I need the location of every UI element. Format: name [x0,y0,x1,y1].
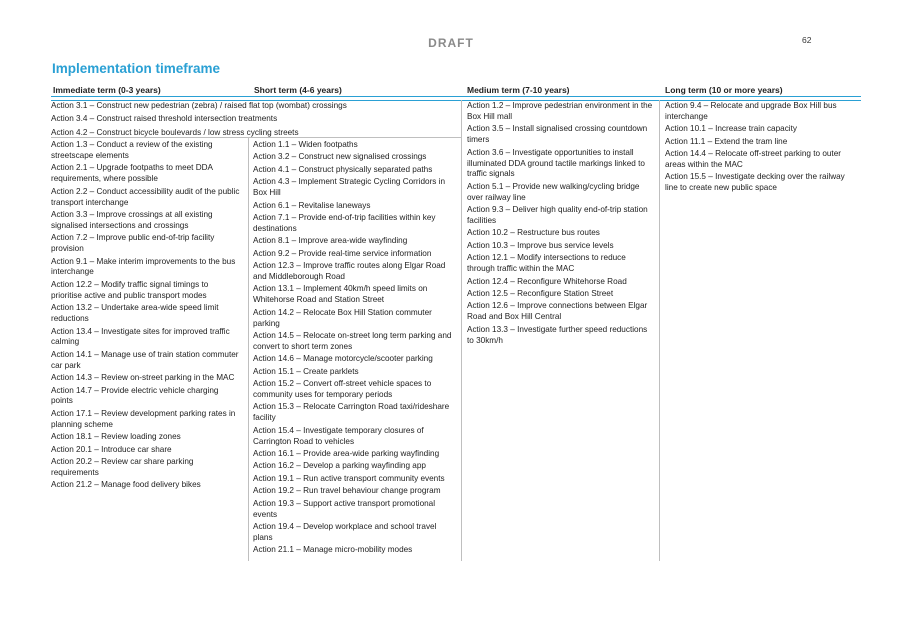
medium-actions [467,101,654,348]
list-item: Action 9.2 – Provide real-time service information [253,248,432,258]
list-item: Action 19.3 – Support active transport promotional events [253,498,436,519]
page-title: Implementation timeframe [52,61,221,76]
list-item: Action 15.4 – Investigate temporary closures of Carrington Road to vehicles [253,425,424,446]
list-item: Action 13.3 – Investigate further speed reductions to 30km/h [467,324,648,345]
list-item: Action 19.4 – Develop workplace and school travel plans [253,522,437,542]
list-item: Action 13.4 – Investigate sites for improved traffic calming [51,326,230,347]
list-item: Action 12.4 – Reconfigure Whitehorse Road [467,276,627,286]
header-top-rule [51,96,861,97]
list-item: Action 15.2 – Convert off-street vehicle spaces to community uses for temporary periods [253,379,432,400]
list-item: Action 3.6 – Investigate opportunities to install illuminated DDA ground tactile markings linked to traffic signals [467,147,645,179]
list-item: Action 4.3 – Implement Strategic Cycling Corridors in Box Hill [253,177,446,198]
timeframe-table [51,85,861,561]
list-item: Action 1.3 – Conduct a review of the existing streetscape elements [51,140,213,160]
divider-medium [461,100,462,561]
list-item: Action 3.5 – Install signalised crossing countdown timers [467,124,648,145]
col-header-short: Short term (4-6 years) [254,85,342,95]
list-item: Action 7.2 – Improve public end-of-trip facility provision [51,233,215,254]
divider-short [248,138,249,561]
list-item: Action 19.2 – Run travel behaviour change program [253,486,441,496]
list-item: Action 2.1 – Upgrade footpaths to meet DDA requirements, where possible [51,163,213,184]
list-item: Action 1.1 – Widen footpaths [253,140,358,149]
list-item: Action 3.3 – Improve crossings at all existing signalised intersections and crossings [51,209,213,230]
list-item: Action 6.1 – Revitalise laneways [253,200,371,210]
list-item: Action 2.2 – Conduct accessibility audit of the public transport interchange [51,186,240,207]
list-item: Action 20.2 – Review car share parking requirements [51,456,194,477]
col-header-immediate: Immediate term (0-3 years) [53,85,161,95]
list-item: Action 10.3 – Improve bus service levels [467,240,614,250]
short-actions [253,140,458,558]
list-item: Action 11.1 – Extend the tram line [665,136,788,146]
list-item: Action 4.2 – Construct bicycle boulevards / low stress cycling streets [51,127,299,137]
list-item: Action 3.4 – Construct raised threshold intersection treatments [51,114,278,124]
list-item: Action 14.7 – Provide electric vehicle charging points [51,385,219,406]
list-item: Action 3.1 – Construct new pedestrian (zebra) / raised flat top (wombat) crossings [51,101,347,110]
col-header-long: Long term (10 or more years) [665,85,783,95]
list-item: Action 13.2 – Undertake area-wide speed limit reductions [51,303,219,324]
list-item: Action 12.2 – Modify traffic signal timings to prioritise active and public transport modes [51,279,209,300]
list-item: Action 13.1 – Implement 40km/h speed limits on Whitehorse Road and Station Street [253,284,428,305]
list-item: Action 10.2 – Restructure bus routes [467,228,600,238]
list-item: Action 21.2 – Manage food delivery bikes [51,480,201,490]
list-item: Action 14.5 – Relocate on-street long term parking and convert to short term zones [253,331,452,351]
col-header-medium: Medium term (7-10 years) [467,85,570,95]
page-number: 62 [802,35,812,45]
list-item: Action 14.3 – Review on-street parking in the MAC [51,373,235,383]
list-item: Action 14.2 – Relocate Box Hill Station commuter parking [253,307,432,328]
list-item: Action 12.3 – Improve traffic routes along Elgar Road and Middleborough Road [253,261,446,281]
list-item: Action 14.4 – Relocate off-street parking to outer areas within the MAC [665,149,841,170]
list-item: Action 7.1 – Provide end-of-trip facilities within key destinations [253,212,436,233]
list-item: Action 3.2 – Construct new signalised crossings [253,152,427,162]
spanning-actions [51,101,456,141]
list-item: Action 12.1 – Modify intersections to reduce through traffic within the MAC [467,253,626,274]
list-item: Action 12.5 – Reconfigure Station Street [467,289,614,298]
list-item: Action 14.1 – Manage use of train station commuter car park [51,349,239,370]
list-item: Action 9.3 – Deliver high quality end-of-trip station facilities [467,205,648,226]
list-item: Action 4.1 – Construct physically separated paths [253,164,433,174]
list-item: Action 21.1 – Manage micro-mobility modes [253,545,413,555]
list-item: Action 9.1 – Make interim improvements to the bus interchange [51,256,236,277]
list-item: Action 16.1 – Provide area-wide parking wayfinding [253,449,440,459]
list-item: Action 19.1 – Run active transport community events [253,473,445,483]
list-item: Action 15.5 – Investigate decking over the railway line to create new public space [665,172,845,193]
list-item: Action 10.1 – Increase train capacity [665,124,797,134]
list-item: Action 15.1 – Create parklets [253,366,359,376]
draft-watermark: DRAFT [428,36,474,50]
long-actions [665,101,859,196]
list-item: Action 14.6 – Manage motorcycle/scooter parking [253,354,433,364]
list-item: Action 20.1 – Introduce car share [51,444,172,454]
list-item: Action 15.3 – Relocate Carrington Road taxi/rideshare facility [253,402,450,423]
list-item: Action 16.2 – Develop a parking wayfinding app [253,461,426,471]
list-item: Action 17.1 – Review development parking rates in planning scheme [51,408,236,429]
list-item: Action 1.2 – Improve pedestrian environment in the Box Hill mall [467,101,653,121]
list-item: Action 9.4 – Relocate and upgrade Box Hill bus interchange [665,101,837,121]
immediate-actions [51,140,241,493]
list-item: Action 8.1 – Improve area-wide wayfinding [253,236,408,246]
list-item: Action 12.6 – Improve connections between Elgar Road and Box Hill Central [467,301,648,322]
divider-long [659,100,660,561]
list-item: Action 5.1 – Provide new walking/cycling bridge over railway line [467,181,640,202]
list-item: Action 18.1 – Review loading zones [51,432,181,442]
